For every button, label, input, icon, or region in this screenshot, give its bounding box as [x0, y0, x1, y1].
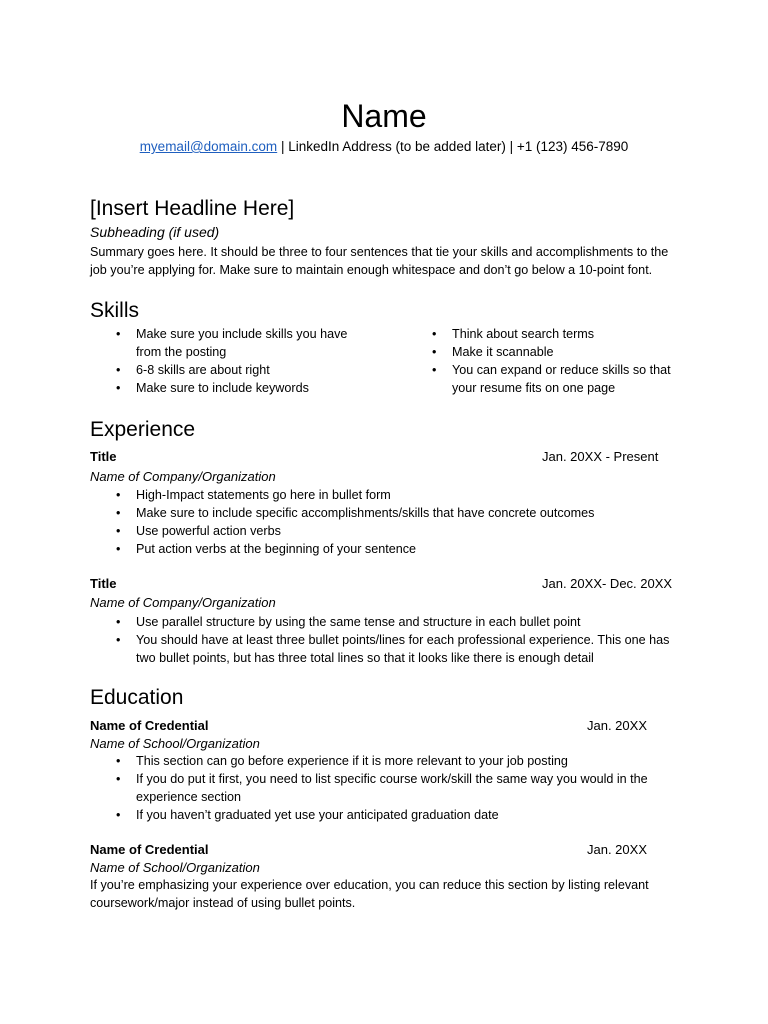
note-line: If you’re emphasizing your experience over education, you can reduce this section by listing relevant [90, 878, 649, 892]
skill-item [116, 361, 347, 379]
education-bullet [116, 806, 648, 824]
bullet-icon: • [116, 363, 121, 377]
bullet-icon: • [116, 754, 121, 768]
email-link[interactable]: myemail@domain.com [139, 139, 278, 154]
bullet-icon: • [116, 633, 121, 647]
education-bullet [116, 752, 648, 770]
headline-title: [Insert Headline Here] [90, 197, 295, 220]
job-date: Jan. 20XX- Dec. 20XX [542, 576, 673, 591]
job-bullet [116, 486, 594, 504]
skill-item [116, 379, 347, 397]
job-bullet [116, 540, 594, 558]
contact-details: | LinkedIn Address (to be added later) | +1 (123) 456-7890 [277, 139, 629, 154]
contact-line [0, 138, 768, 156]
skill-text: Think about search terms [452, 327, 595, 341]
bullet-icon: • [116, 615, 121, 629]
job-title: Title [90, 449, 117, 464]
education-bullet [116, 770, 648, 806]
subheading: Subheading (if used) [90, 224, 220, 240]
skill-text: from the posting [136, 345, 227, 359]
company-name: Name of Company/Organization [90, 469, 276, 484]
bullet-text: This section can go before experience if it is more relevant to your job posting [136, 754, 568, 768]
school-name: Name of School/Organization [90, 860, 260, 875]
skills-list-left [116, 325, 347, 397]
bullet-icon: • [432, 327, 437, 341]
skill-text: Make sure you include skills you have [136, 327, 348, 341]
bullet-text: High-Impact statements go here in bullet form [136, 488, 391, 502]
experience-title: Experience [90, 418, 196, 441]
bullet-icon: • [116, 488, 121, 502]
skill-text: 6-8 skills are about right [136, 363, 270, 377]
summary-line: job you’re applying for. Make sure to maintain enough whitespace and don’t go below a 10-point font. [90, 263, 653, 277]
bullet-text: If you haven’t graduated yet use your anticipated graduation date [136, 808, 499, 822]
resume-name: Name [341, 98, 427, 134]
credential-name: Name of Credential [90, 842, 209, 857]
education-bullets [116, 752, 648, 824]
job-title: Title [90, 576, 117, 591]
job-bullets [116, 486, 594, 558]
bullet-text: You should have at least three bullet points/lines for each professional experience. This one has [136, 633, 670, 647]
job-bullets [116, 613, 669, 667]
job-date: Jan. 20XX - Present [542, 449, 659, 464]
bullet-text: Use parallel structure by using the same tense and structure in each bullet point [136, 615, 581, 629]
credential-name: Name of Credential [90, 718, 209, 733]
bullet-icon: • [116, 808, 121, 822]
skill-text: You can expand or reduce skills so that [452, 363, 671, 377]
bullet-text: experience section [136, 790, 242, 804]
job-bullet [116, 522, 594, 540]
skill-item [432, 361, 671, 397]
credential-date: Jan. 20XX [587, 842, 647, 857]
company-name: Name of Company/Organization [90, 595, 276, 610]
school-name: Name of School/Organization [90, 736, 260, 751]
bullet-text: If you do put it first, you need to list specific course work/skill the same way you would in the [136, 772, 648, 786]
summary-paragraph [90, 243, 690, 279]
job-bullet [116, 613, 669, 631]
bullet-text: Use powerful action verbs [136, 524, 281, 538]
skill-text: Make it scannable [452, 345, 554, 359]
skill-item [432, 343, 671, 361]
skills-list-right [432, 325, 671, 397]
education-title: Education [90, 686, 184, 709]
skill-text: your resume fits on one page [452, 381, 616, 395]
bullet-icon: • [116, 524, 121, 538]
bullet-text: two bullet points, but has three total lines so that it looks like there is enough detail [136, 651, 594, 665]
bullet-text: Make sure to include specific accomplishments/skills that have concrete outcomes [136, 506, 595, 520]
credential-date: Jan. 20XX [587, 718, 647, 733]
skill-item [116, 325, 347, 361]
summary-line: Summary goes here. It should be three to four sentences that tie your skills and accomplishments to the [90, 245, 669, 259]
bullet-icon: • [116, 381, 121, 395]
bullet-icon: • [432, 363, 437, 377]
bullet-text: Put action verbs at the beginning of your sentence [136, 542, 417, 556]
note-line: coursework/major instead of using bullet points. [90, 896, 356, 910]
skill-text: Make sure to include keywords [136, 381, 309, 395]
skills-title: Skills [90, 299, 140, 322]
bullet-icon: • [116, 506, 121, 520]
bullet-icon: • [116, 772, 121, 786]
skill-item [432, 325, 671, 343]
bullet-icon: • [432, 345, 437, 359]
job-bullet [116, 504, 594, 522]
bullet-icon: • [116, 542, 121, 556]
job-bullet [116, 631, 669, 667]
education-note [90, 876, 690, 912]
bullet-icon: • [116, 327, 121, 341]
